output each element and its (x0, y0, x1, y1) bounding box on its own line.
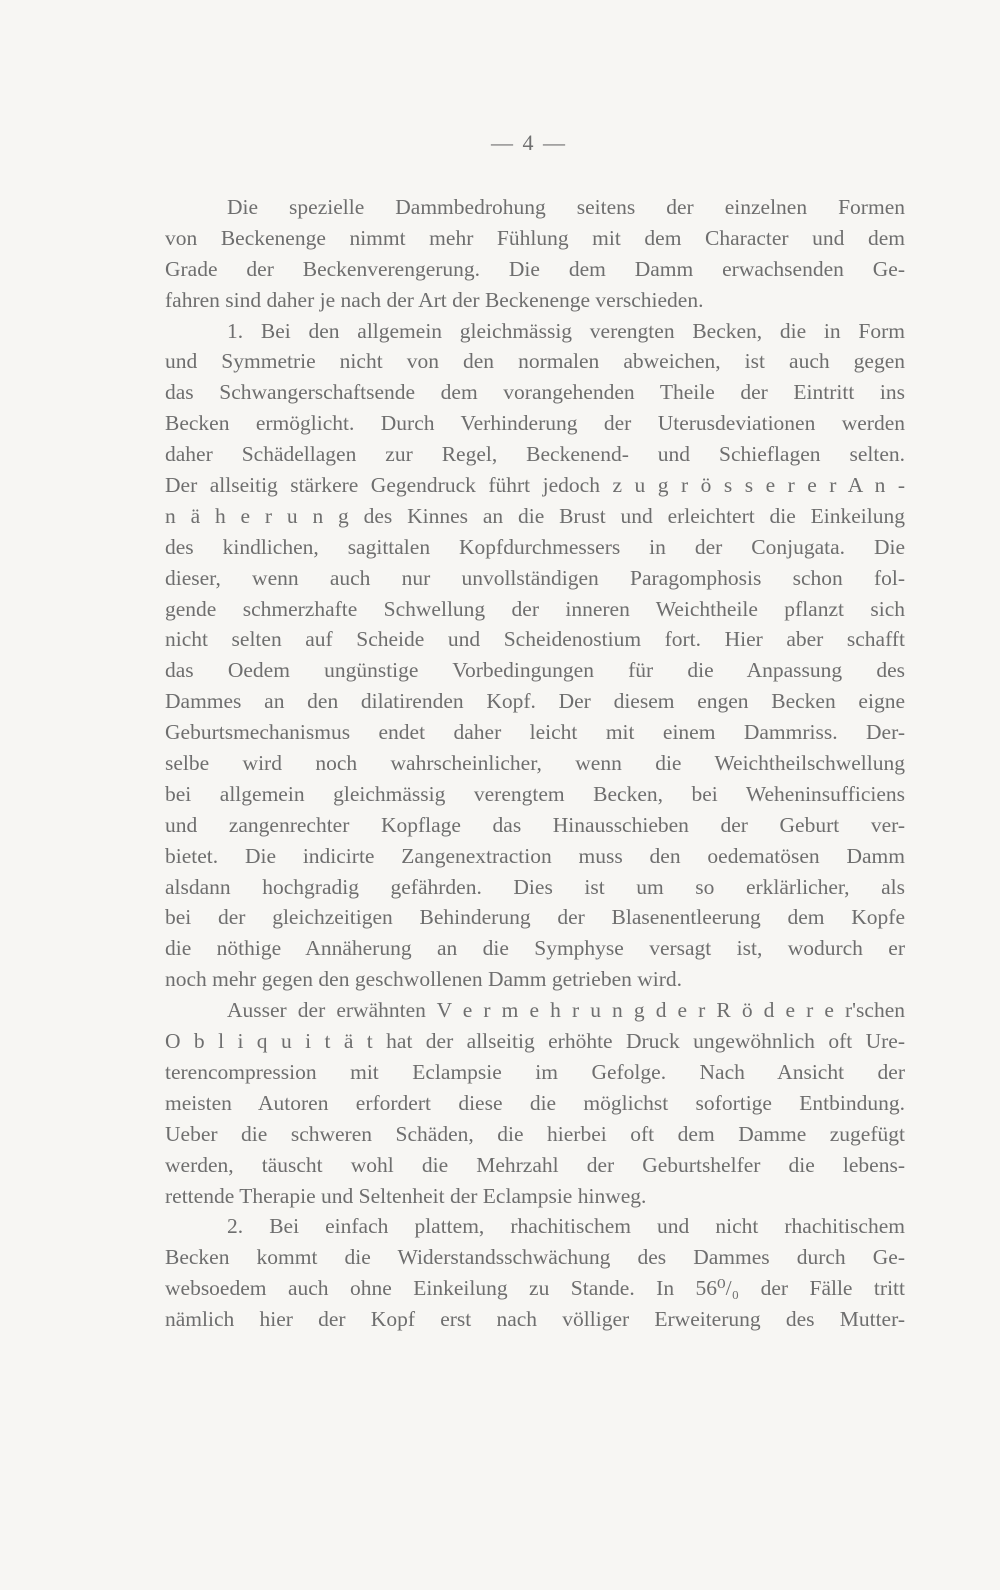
text-line: selbe wird noch wahrscheinlicher, wenn die Weichtheilschwellung (165, 751, 905, 776)
text-line: rettende Therapie und Seltenheit der Eclampsie hinweg. (165, 1183, 647, 1208)
text-line: nicht selten auf Scheide und Scheidenostium fort. Hier aber schafft (165, 627, 905, 652)
text-line: meisten Autoren erfordert diese die möglichst sofortige Entbindung. (165, 1090, 905, 1115)
text-line: O b l i q u i t ä t hat der allseitig erhöhte Druck ungewöhnlich oft Ure- (165, 1029, 905, 1054)
text-line: und Symmetrie nicht von den normalen abweichen, ist auch gegen (165, 349, 905, 374)
text-line: bei der gleichzeitigen Behinderung der Blasenentleerung dem Kopfe (165, 905, 905, 930)
text-line: fahren sind daher je nach der Art der Beckenenge verschieden. (165, 287, 704, 312)
text-line: von Beckenenge nimmt mehr Fühlung mit dem Character und dem (165, 225, 905, 250)
text-line: websoedem auch ohne Einkeilung zu Stande. In 56⁰/₀ der Fälle tritt (165, 1276, 905, 1301)
body-text (165, 192, 905, 1335)
text-line: Dammes an den dilatirenden Kopf. Der diesem engen Becken eigne (165, 689, 905, 714)
text-line: Becken ermöglicht. Durch Verhinderung der Uterusdeviationen werden (165, 411, 905, 436)
text-line: alsdann hochgradig gefährden. Dies ist um so erklärlicher, als (165, 874, 905, 899)
text-line: Der allseitig stärkere Gegendruck führt jedoch z u g r ö s s e r e r A n - (165, 473, 905, 498)
text-line: bietet. Die indicirte Zangenextraction muss den oedematösen Damm (165, 843, 905, 868)
text-line: Becken kommt die Widerstandsschwächung des Dammes durch Ge- (165, 1245, 905, 1270)
page-number: — 4 — (491, 130, 567, 155)
text-line: die nöthige Annäherung an die Symphyse versagt ist, wodurch er (165, 936, 905, 961)
text-line: des kindlichen, sagittalen Kopfdurchmessers in der Conjugata. Die (165, 534, 905, 559)
text-line: gende schmerzhafte Schwellung der inneren Weichtheile pflanzt sich (165, 596, 905, 621)
text-line: n ä h e r u n g des Kinnes an die Brust und erleichtert die Einkeilung (165, 503, 905, 528)
text-line: 1. Bei den allgemein gleichmässig verengten Becken, die in Form (227, 318, 905, 343)
text-line: Ueber die schweren Schäden, die hierbei oft dem Damme zugefügt (165, 1121, 905, 1146)
text-line: und zangenrechter Kopflage das Hinausschieben der Geburt ver- (165, 812, 905, 837)
text-line: 2. Bei einfach plattem, rhachitischem und nicht rhachitischem (227, 1214, 905, 1239)
text-line: noch mehr gegen den geschwollenen Damm getrieben wird. (165, 967, 683, 992)
text-line: Geburtsmechanismus endet daher leicht mit einem Dammriss. Der- (165, 720, 905, 745)
text-line: das Oedem ungünstige Vorbedingungen für die Anpassung des (165, 658, 905, 683)
text-line: Ausser der erwähnten V e r m e h r u n g d e r R ö d e r e r'schen (227, 998, 905, 1023)
text-line: das Schwangerschaftsende dem vorangehenden Theile der Eintritt ins (165, 380, 905, 405)
text-line: Grade der Beckenverengerung. Die dem Damm erwachsenden Ge- (165, 256, 905, 281)
text-line: Die spezielle Dammbedrohung seitens der einzelnen Formen (227, 195, 905, 219)
text-line: nämlich hier der Kopf erst nach völliger Erweiterung des Mutter- (165, 1307, 905, 1332)
text-line: daher Schädellagen zur Regel, Beckenend- und Schieflagen selten. (165, 442, 905, 467)
text-line: bei allgemein gleichmässig verengtem Becken, bei Weheninsufficiens (165, 781, 905, 806)
text-line: terencompression mit Eclampsie im Gefolge. Nach Ansicht der (165, 1059, 905, 1084)
text-line: werden, täuscht wohl die Mehrzahl der Geburtshelfer die lebens- (165, 1152, 905, 1177)
text-line: dieser, wenn auch nur unvollständigen Paragomphosis schon fol- (165, 565, 905, 590)
